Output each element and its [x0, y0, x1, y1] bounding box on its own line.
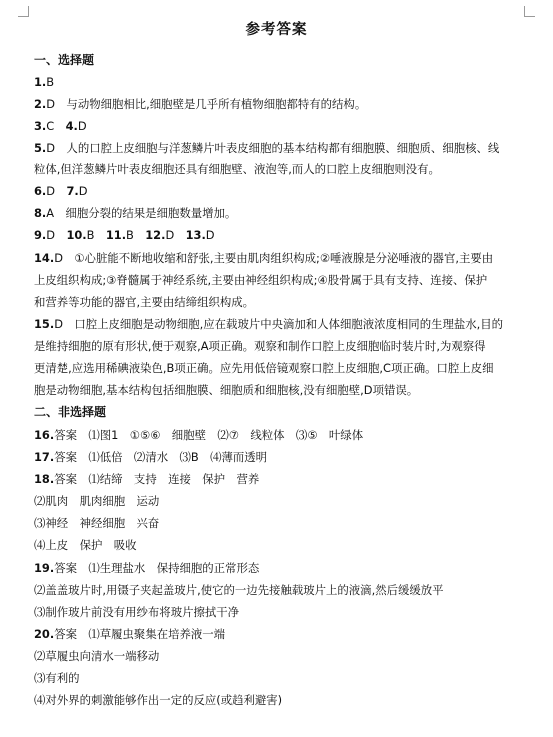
answer-line-continued: ⑵肌肉 肌肉细胞 运动 — [34, 494, 160, 508]
answer-line-continued: 是维持细胞的原有形状,便于观察,A项正确。观察和制作口腔上皮细胞临时装片时,为观察得 — [34, 339, 486, 353]
answer-line: 3.C 4.D — [34, 119, 87, 133]
answer-line: 16.答案 ⑴图1 ①⑤⑥ 细胞壁 ⑵⑦ 线粒体 ⑶⑤ 叶绿体 — [34, 428, 364, 442]
answer-line: 6.D 7.D — [34, 184, 88, 198]
answer-line: 14.D ①心脏能不断地收缩和舒张,主要由肌肉组织构成;②唾液腺是分泌唾液的器官,主要由 — [34, 251, 494, 265]
answer-line: 15.D 口腔上皮细胞是动物细胞,应在载玻片中央滴加和人体细胞液浓度相同的生理盐水,目的 — [34, 317, 504, 331]
answer-line: 17.答案 ⑴低倍 ⑵清水 ⑶B ⑷薄而透明 — [34, 450, 268, 464]
answer-line: 5.D 人的口腔上皮细胞与洋葱鳞片叶表皮细胞的基本结构都有细胞膜、细胞质、细胞核、线 — [34, 141, 500, 155]
answer-line-continued: ⑶有利的 — [34, 671, 80, 685]
answer-line-continued: ⑷上皮 保护 吸收 — [34, 538, 137, 552]
answer-line-continued: 更清楚,应选用稀碘液染色,B项正确。应先用低倍镜观察口腔上皮细胞,C项正确。口腔上皮细 — [34, 361, 494, 375]
answer-line-continued: 上皮组织构成;③脊髓属于神经系统,主要由神经组织构成;④股骨属于具有支持、连接、保护 — [34, 273, 488, 287]
answer-line: 19.答案 ⑴生理盐水 保持细胞的正常形态 — [34, 561, 260, 575]
answer-line-continued: 胞是动物细胞,基本结构包括细胞膜、细胞质和细胞核,没有细胞壁,D项错误。 — [34, 383, 419, 397]
answer-line-continued: 和营养等功能的器官,主要由结缔组织构成。 — [34, 295, 255, 309]
crop-mark-top-right — [524, 6, 535, 17]
answer-line-continued: 粒体,但洋葱鳞片叶表皮细胞还具有细胞壁、液泡等,而人的口腔上皮细胞则没有。 — [34, 162, 440, 176]
answer-line-continued: ⑵草履虫向清水一端移动 — [34, 649, 160, 663]
answer-line: 8.A 细胞分裂的结果是细胞数量增加。 — [34, 206, 237, 220]
answer-line: 9.D 10.B 11.B 12.D 13.D — [34, 228, 215, 242]
page-title: 参考答案 — [245, 22, 308, 38]
answer-line: 2.D 与动物细胞相比,细胞壁是几乎所有植物细胞都特有的结构。 — [34, 97, 367, 111]
answer-line: 1.B — [34, 75, 55, 89]
answer-line-continued: ⑶制作玻片前没有用纱布将玻片擦拭干净 — [34, 605, 240, 619]
crop-mark-top-left — [18, 6, 29, 17]
answer-line-continued: ⑶神经 神经细胞 兴奋 — [34, 516, 160, 530]
answer-line: 20.答案 ⑴草履虫聚集在培养液一端 — [34, 627, 226, 641]
answer-line-continued: ⑷对外界的刺激能够作出一定的反应(或趋利避害) — [34, 693, 283, 707]
section-heading-choice: 一、选择题 — [34, 53, 95, 67]
answer-line: 18.答案 ⑴结缔 支持 连接 保护 营养 — [34, 472, 260, 486]
answer-line-continued: ⑵盖盖玻片时,用镊子夹起盖玻片,使它的一边先接触载玻片上的液滴,然后缓缓放平 — [34, 583, 444, 597]
section-heading-nonchoice: 二、非选择题 — [34, 405, 107, 419]
